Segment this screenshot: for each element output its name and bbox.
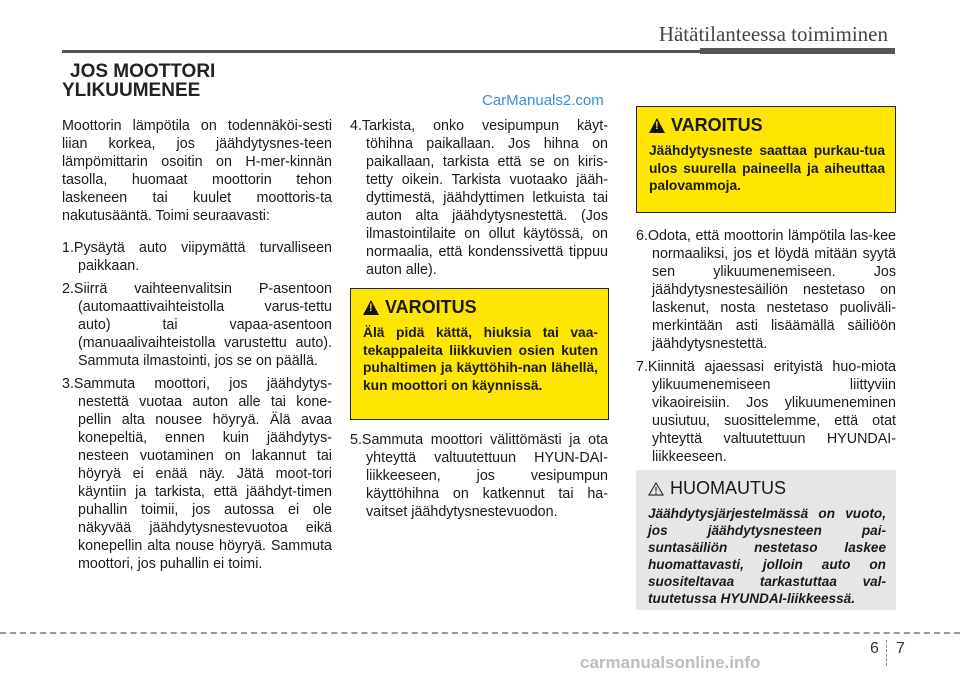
warning-header [649, 115, 885, 136]
notice-title: HUOMAUTUS [670, 478, 786, 498]
warning-title: VAROITUS [671, 115, 763, 135]
step-5: 5.Sammuta moottori välittömästi ja ota yhteyttä valtuutettuun HYUN-DAI-liikkeeseen, jos vesipumpun käyttöhihna on katkennut tai ha-vaitset jäähdytysnestevuodon. [350, 432, 608, 520]
watermark-link[interactable]: CarManuals2.com [482, 92, 604, 109]
step-3: 3.Sammuta moottori, jos jäähdytys-nestettä vuotaa auton alle tai kone-pellin alta nousee höyryä. Älä avaa konepeltiä, ennen kuin jäähdytys-nesteen vuotaminen on lakannut tai höyryä ei enää näy. Jätä moot-tori käyntiin ja tarkista, että jäähdyt-timen puhallin toimii, jos autossa ei ole näkyvää jäähdytysnestevuotoa eikä konepellin alta nouse höyryä. Sammuta moottori, jos puhallin ei toimi. [62, 376, 332, 572]
step-2: 2.Siirrä vaihteenvalitsin P-asentoon (automaattivaihteistolla varus-tettu auto) tai vapaa-asentoon (manuaalivaihteistolla varustettu auto). Sammuta ilmastointi, jos se on päällä. [62, 281, 332, 369]
page-number: 7 [896, 640, 905, 657]
page-number-divider [886, 640, 887, 666]
warning-box-moving-parts [350, 288, 609, 420]
steps-list-left [62, 239, 332, 573]
column-middle-lower [350, 431, 608, 526]
notice-box [636, 470, 896, 610]
warning-header [363, 297, 598, 318]
section-title-line2: YLIKUUMENEE [62, 80, 201, 101]
steps-list-middle-lower [350, 431, 608, 521]
warning-title: VAROITUS [385, 297, 477, 317]
footer-site-link[interactable]: carmanualsonline.info [580, 653, 761, 672]
notice-header [648, 478, 886, 499]
step-7: 7.Kiinnitä ajaessasi erityistä huo-miota ylikuumenemiseen liittyviin vikaoireisiin. Jos ylikuumeneminen uusiutuu, suosittelemme, että otat yhteyttä valtuutettuun HYUNDAI-liikkeeseen. [636, 359, 896, 465]
step-6: 6.Odota, että moottorin lämpötila las-kee normaaliksi, jos et löydä mitään syytä sen ylikuumenemiseen. Jos jäähdytysnestesäiliön nestetaso on laskenut, nosta nestetaso puoliväli-merkintään asti lisäämällä säiliöön jäähdytysnestettä. [636, 228, 896, 352]
intro-paragraph: Moottorin lämpötila on todennäköi-sesti liian korkea, jos jäähdytysnes-teen lämpömittarin osoitin on H-mer-kinnän tasolla, huomaat moottorin tehon laskeneen tai kuulet moottoris-ta nakutusääntä. Toimi seuraavasti: [62, 118, 332, 224]
warning-text: Jäähdytysneste saattaa purkau-tua ulos suurella paineella ja aiheuttaa palovammoja. [649, 143, 885, 193]
steps-list-right [636, 227, 896, 466]
warning-text: Älä pidä kättä, hiuksia tai vaa-tekappaleita liikkuvien osien kuten puhaltimen ja käyttöhih-nan lähellä, kun moottori on käynnissä. [363, 325, 598, 393]
notice-text: Jäähdytysjärjestelmässä on vuoto, jos jäähdytysnesteen pai-suntasäiliön nestetaso laskee huomattavasti, jolloin auto on suositeltavaa tarkastuttaa val-tuutetussa HYUNDAI-liikkeessä. [648, 506, 886, 606]
header-title: Hätätilanteessa toimiminen [658, 22, 888, 46]
chapter-number: 6 [870, 640, 879, 657]
column-right [636, 227, 896, 471]
warning-box-coolant [636, 106, 896, 213]
column-left [62, 117, 332, 578]
step-1: 1.Pysäytä auto viipymättä turvalliseen paikkaan. [62, 240, 332, 274]
warning-triangle-icon [363, 300, 379, 315]
section-title [62, 62, 332, 100]
column-middle [350, 117, 608, 284]
step-4: 4.Tarkista, onko vesipumpun käyt-töhihna paikallaan. Jos hihna on paikallaan, tarkista että se on kiris-tetty oikein. Tarkista vuotaako jääh-dyttimestä, jäähdyttimen letkuista tai auton alta jäähdytysnestettä. (Jos ilmastointilaite on ollut käytössä, on normaalia, että kondenssivettä tippuu auton alle). [350, 118, 608, 278]
notice-triangle-icon [648, 482, 664, 496]
footer-rule [0, 632, 960, 634]
section-title-line1: JOS MOOTTORI [70, 61, 216, 82]
header-rule-accent [700, 48, 895, 54]
steps-list-middle [350, 117, 608, 279]
warning-triangle-icon [649, 118, 665, 133]
